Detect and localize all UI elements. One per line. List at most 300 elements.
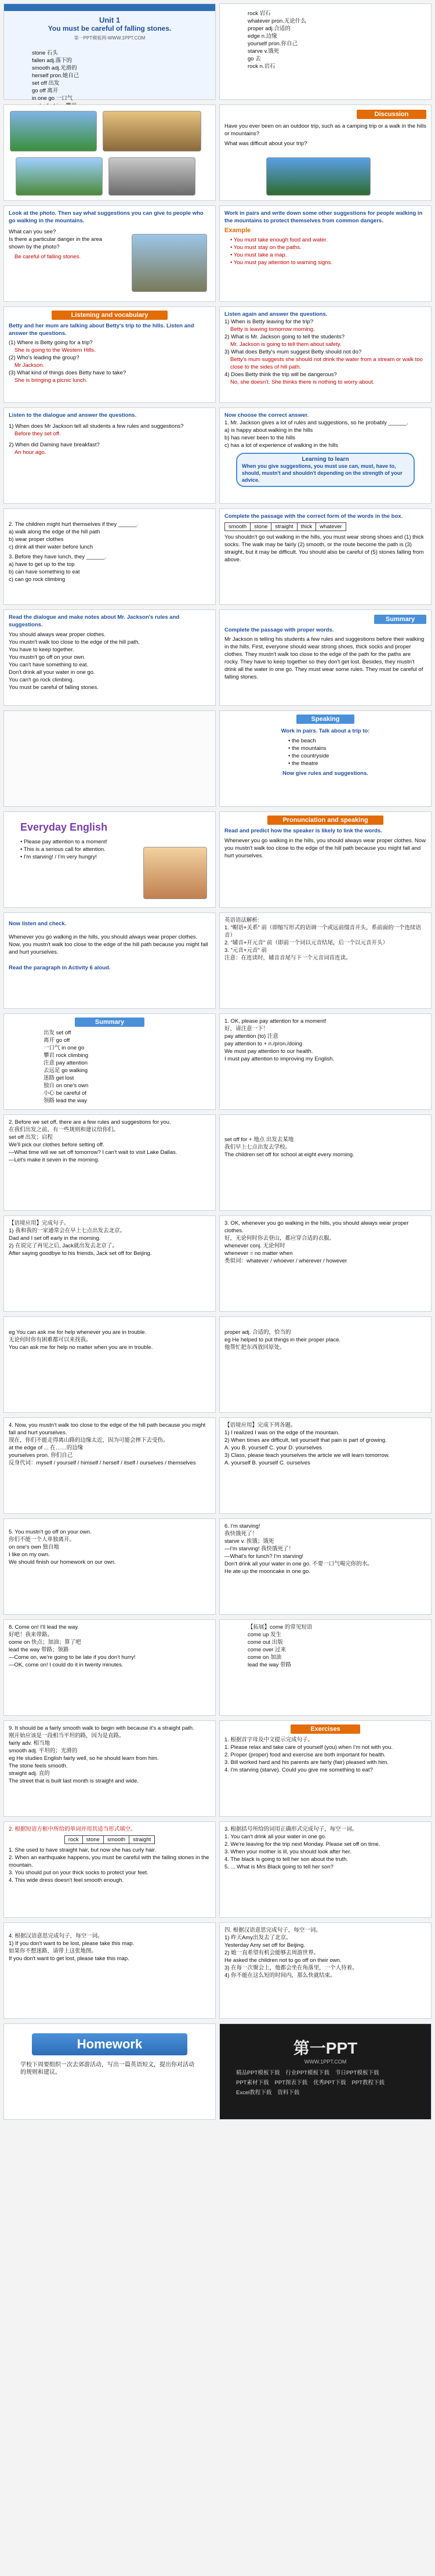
vocab-item: whatever pron.无论什么: [248, 18, 306, 24]
choose-intro: Now choose the correct answer.: [224, 412, 309, 418]
content-line: come on 快点；加油；算了吧: [9, 1639, 81, 1646]
slide-photos: [3, 104, 216, 201]
content-line: 1) 昨天Amy出发去了北京。: [224, 1935, 292, 1941]
content-line: 2. When an earthquake happens, you must be careful with the falling stones in the mountain.: [9, 1855, 209, 1868]
box-word: stone: [82, 1836, 103, 1844]
content-line: 2. Before we set off, there are a few rules and suggestions for you.: [9, 1119, 171, 1125]
smooth-list: [9, 1724, 211, 1785]
content-line: 1. She used to have straight hair, but now she has curly hair.: [9, 1847, 157, 1853]
look-intro: Look at the photo. Then say what suggestions you can give to people who go walking in the mountains.: [9, 210, 204, 224]
content-line: 1. Please relax and take care of yourself (you) when I'm not with you.: [224, 1744, 393, 1751]
slide-listening: [3, 306, 216, 403]
content-line: 4. 根据汉语意思完成句子，每空一词。: [9, 1933, 103, 1939]
note-item: You should always wear proper clothes.: [9, 632, 106, 638]
notes-intro: Read the dialogue and make notes about Mr. Jackson's rules and suggestions.: [9, 614, 180, 628]
row-17: [3, 1619, 432, 1716]
row-14: [3, 1316, 432, 1413]
slide-everyday-english: [3, 811, 216, 908]
listen-q2: (2) Who's leading the group?: [9, 355, 79, 361]
content-line: proper adj. 合适的，恰当的: [224, 1329, 291, 1336]
pron-bar: Pronunciation and speaking: [267, 816, 383, 825]
content-line: come over 过来: [248, 1647, 286, 1653]
content-line: eg You can ask me for help whenever you are in trouble.: [9, 1329, 147, 1336]
content-line: Don't drink all your water in one go. 不要一口气喝完你的水。: [224, 1561, 373, 1567]
content-line: 我们早上七点出发去学校。: [224, 1144, 291, 1150]
again-q1: 1) When is Betty leaving for the trip?: [224, 319, 314, 325]
box-word: straight: [129, 1836, 155, 1844]
slide-vocab: [219, 3, 432, 100]
comeon-list: [9, 1623, 211, 1669]
content-line: smooth adj. 平坦的；光滑的: [9, 1748, 78, 1754]
footer-link: 行业PPT模板下载: [285, 2070, 329, 2076]
suggestion-item: • You must take a map.: [230, 252, 287, 258]
slide-suggestions: [219, 205, 432, 302]
choose-opts: [224, 427, 426, 449]
content-line: —OK, come on! I could do it in twenty minutes.: [9, 1662, 124, 1668]
listening-intro: Betty and her mum are talking about Betty's trip to the hills. Listen and answer the questions.: [9, 323, 194, 337]
content-line: 1) I realized I was on the edge of the mountain.: [224, 1430, 340, 1436]
edge-list: [9, 1422, 211, 1467]
listen-a2: Mr Jackson.: [14, 362, 45, 369]
topic-item: • the beach: [288, 738, 316, 744]
slide-translation-1: [3, 1922, 216, 2019]
slide-listen-again: [219, 306, 432, 403]
slide-summary-passage: [219, 609, 432, 706]
option-item: b) has never been to the hills: [224, 435, 295, 441]
content-line: 1. 根据首字母及中文提示完成句子。: [224, 1737, 314, 1743]
content-line: whenever conj. 无论何时: [224, 1243, 285, 1249]
again-q2: 2) What is Mr. Jackson going to tell the students?: [224, 334, 345, 340]
note-line: 注意：在连读时，辅音音尾与下一个元音词首连读。: [224, 955, 351, 961]
option-item: c) can go rock climbing: [9, 576, 66, 583]
again-q3: 3) What does Betty's mum suggest Betty should not do?: [224, 349, 362, 355]
slide-linking-notes: [219, 912, 432, 1009]
listen-q3: (3) What kind of things does Betty have to take?: [9, 370, 126, 376]
kids-photo: [143, 847, 207, 899]
footer-link: PPT图表下载: [274, 2080, 307, 2086]
content-line: 现在，你们不能走得离山路的边缘太近，因为可能会摔下去受伤。: [9, 1437, 169, 1444]
option-item: b) can have something to eat: [9, 569, 80, 575]
discussion-bar: Discussion: [357, 110, 426, 119]
content-line: —Let's make it seven in the morning.: [9, 1157, 99, 1163]
content-line: 反身代词：myself / yourself / himself / herself / itself / ourselves / themselves: [9, 1460, 196, 1466]
content-line: 4. I'm starving (starve). Could you give me something to eat?: [224, 1767, 373, 1773]
content-line: 我快饿死了！: [224, 1531, 258, 1537]
context1-list: [9, 1220, 211, 1257]
note-item: You can't go rock climbing.: [9, 677, 74, 683]
footer-link: 节日PPT模板下载: [335, 2070, 379, 2076]
starving-list: [224, 1522, 426, 1575]
again-a1: Betty is leaving tomorrow morning.: [230, 326, 315, 333]
proper-list: [224, 1329, 426, 1351]
content-line: 无论何时你有困难都可以来找我。: [9, 1337, 92, 1343]
brand-label: 第一PPT模板网-WWW.1PPT.COM: [74, 35, 146, 41]
speaking-list: [224, 737, 426, 767]
box-word: whatever: [316, 523, 346, 531]
slide-starving: [219, 1518, 432, 1615]
again-a2: Mr. Jackson is going to tell them about safety.: [230, 341, 342, 348]
option-item: a) walk along the edge of the hill path: [9, 529, 100, 535]
listen-a1: She is going to the Western Hills.: [14, 347, 96, 353]
slide-pay-attention: [219, 1013, 432, 1110]
slide-translation-2: [219, 1922, 432, 2019]
listen-q1: (1) Where is Betty going for a trip?: [9, 340, 93, 346]
content-line: 3. 根据括号所给的词用正确形式完成句子，每空一词。: [224, 1826, 358, 1832]
content-line: 【语境应用】完成下列各题。: [224, 1422, 296, 1428]
slide-context-1: [3, 1215, 216, 1312]
content-line: We'll pick our clothes before setting off.: [9, 1142, 104, 1148]
content-line: You can ask me for help no matter when you are in trouble.: [9, 1344, 153, 1351]
content-line: 好，无论何时你去登山，都应穿合适的衣服。: [224, 1235, 335, 1242]
content-line: 他帮忙把东西放回原处。: [224, 1344, 285, 1351]
note-line: 1. "帽语+关系" 前（即缩写形式的语调一个或远前缀音开头，系前面的一个连续语音）: [224, 925, 421, 939]
footer-link: PPT教程下载: [351, 2080, 385, 2086]
note-item: Don't drink all your water in one go.: [9, 669, 95, 676]
row-20: [3, 1922, 432, 2019]
suggestion-item: • You must pay attention to warning signs.: [230, 259, 333, 266]
content-line: 2) 她一直希望有机会能够去周游世界。: [224, 1950, 320, 1956]
discussion-q2: What was difficult about your trip?: [224, 140, 307, 147]
expression-item: • This is a serious call for attention.: [20, 846, 106, 853]
content-line: 9. It should be a fairly smooth walk to begin with because it's a straight path.: [9, 1725, 194, 1731]
unit-label: Unit 1: [99, 16, 121, 24]
topic-item: • the countryside: [288, 753, 329, 759]
content-line: starve v. 挨饿；饿死: [224, 1538, 274, 1545]
row-2: [3, 104, 432, 201]
content-line: set off for + 地点 出发去某地: [224, 1137, 294, 1143]
topic-item: • the theatre: [288, 760, 318, 767]
check-intro: Now listen and check.: [9, 921, 67, 927]
word-box-2: [64, 1835, 155, 1844]
content-line: He asked the children not to go off on their own.: [224, 1957, 342, 1964]
slide-summary-2: [3, 710, 216, 807]
content-line: 2. Proper (proper) food and exercise are both important for health.: [224, 1752, 386, 1758]
slide-edge: [3, 1417, 216, 1514]
content-line: 好吧！我来带路。: [9, 1632, 53, 1638]
vocab-item: go off 离开: [32, 88, 59, 94]
slide-whenever-eg: [3, 1316, 216, 1413]
content-line: lead the way 带路；领路: [9, 1647, 69, 1653]
row-3: [3, 205, 432, 302]
content-line: 1. OK, please pay attention for a moment!: [224, 1018, 327, 1024]
content-line: fairly adv. 相当地: [9, 1740, 50, 1747]
footer-link: 资料下载: [277, 2090, 300, 2096]
summary-text: Mr Jackson is telling his students a few rules and suggestions before their walking in the hills. First, everyone should wear strong shoes, thick socks and proper clothes. They mustn't walk too close to the edge of the path for the paths are rocky. They have to keep together so they don't get lost. Besides, they mustn't drink all the water in one go. They must wear some rules. They must be careful of falling stones.: [224, 636, 425, 680]
brackets-list: [224, 1825, 426, 1871]
vocab-right: [224, 10, 426, 70]
option-item: a) is happy about walking in the hills: [224, 427, 313, 434]
content-line: yourselves pron. 你们自己: [9, 1452, 73, 1459]
content-line: 【语境应用】完成句子。: [9, 1220, 70, 1226]
slide-brackets: [219, 1821, 432, 1918]
notes-list: [9, 631, 211, 691]
learning-tip: [236, 453, 415, 487]
topic-item: • the mountains: [288, 745, 327, 752]
slide-complete-box: [219, 508, 432, 605]
phrase-item: 一口气 in one go: [44, 1045, 85, 1051]
context2-list: [224, 1422, 426, 1467]
discussion-q1: Have you ever been on an outdoor trip, such as a camping trip or a walk in the hills or mountains?: [224, 123, 426, 137]
vocab-item: edge n.边缘: [248, 33, 277, 39]
footer-link: Excel教程下载: [236, 2090, 272, 2096]
content-line: eg He helped to put things in their proper place.: [224, 1337, 341, 1343]
slide-title: [3, 3, 216, 100]
vocab-item: in one go 一口气: [32, 95, 73, 102]
option-item: a) have to get up to the top: [9, 561, 75, 568]
content-line: 1) 我和我的一家通常会在早上七点出发去北京。: [9, 1228, 126, 1234]
row-10: [3, 912, 432, 1009]
content-line: whenever = no matter when: [224, 1250, 293, 1257]
setofffor-list: [224, 1136, 426, 1159]
look-answer: Be careful of falling stones.: [14, 254, 81, 260]
suggest-intro: Work in pairs and write down some other suggestions for people walking in the mountains to protect themselves from common dangers.: [224, 210, 423, 224]
note-line: 英语语法解析:: [224, 917, 259, 923]
summary-bar: Summary: [374, 615, 426, 624]
content-line: 8. Come on! I'll lead the way.: [9, 1624, 79, 1630]
vocab-item: herself pron.她自己: [32, 73, 79, 79]
summary-phrases-bar: Summary: [75, 1018, 144, 1027]
speaking-bar: Speaking: [296, 715, 354, 724]
pron-intro: Read and predict how the speaker is likely to link the words.: [224, 828, 382, 834]
wordbox-intro: 2. 根据短语方框中所给的单词并用其适当形式填空。: [9, 1826, 136, 1832]
slide-discussion: [219, 104, 432, 201]
note-line: 3. "元音+元音" 前: [224, 947, 267, 954]
slide-word-box: [3, 1821, 216, 1918]
vocab-item: set off 出发: [32, 80, 60, 86]
exercises-bar: Exercises: [291, 1724, 360, 1734]
content-line: come out 出版: [248, 1639, 283, 1646]
rocks-photo: [108, 157, 195, 196]
content-line: 4. This wide dress doesn't feel smooth enough.: [9, 1877, 124, 1884]
box-word: smooth: [103, 1836, 129, 1844]
slide-look-photo: [3, 205, 216, 302]
translation1-list: [9, 1932, 211, 1962]
row-21: [3, 2023, 432, 2120]
vocab-left: [32, 49, 79, 110]
look-q1: What can you see?: [9, 229, 56, 235]
row-6: [3, 508, 432, 605]
exercises-list: [224, 1736, 426, 1774]
hiking-photo: [103, 111, 201, 151]
box-word: thick: [297, 523, 316, 531]
note-item: You have to keep together.: [9, 647, 74, 653]
slide-pronunciation: [219, 811, 432, 908]
slide-proper: [219, 1316, 432, 1413]
content-line: He ate up the mooncake in one go.: [224, 1568, 310, 1575]
content-line: 4) 你不能在这么短的时间内，那么快就结束。: [224, 1972, 336, 1979]
row-13: [3, 1215, 432, 1312]
row-1: [3, 3, 432, 100]
content-line: on one's own 独自地: [9, 1544, 59, 1550]
whenever-list: [224, 1220, 426, 1265]
phrase-item: 攀岩 rock climbing: [44, 1052, 89, 1059]
phrase-list: [9, 1029, 211, 1105]
example-label: Example: [224, 227, 251, 234]
come-phrases-list: [224, 1623, 426, 1669]
translation2-list: [224, 1926, 426, 1979]
slide-brand-footer: [219, 2023, 432, 2120]
option-item: c) drink all their water before lunch: [9, 544, 93, 550]
check-text: Whenever you go walking in the hills, you should always wear proper clothes. Now, you mustn't walk too close to the edge of the hill path because you might fall and hurt yourselves.: [9, 934, 208, 955]
row-16: [3, 1518, 432, 1615]
slide-homework: [3, 2023, 216, 2120]
footer-sub: WWW.1PPT.COM: [304, 2059, 347, 2065]
content-line: 6. I'm starving!: [224, 1523, 260, 1529]
summary-intro: Complete the passage with proper words.: [224, 627, 334, 633]
content-line: pay attention to + n./pron./doing: [224, 1041, 302, 1047]
note-line: 2. "辅音+开元音" 前（即前一个词以元音结尾，后一个以元音开头）: [224, 940, 388, 946]
camping-photo: [10, 111, 97, 151]
option-item: c) has a lot of experience of walking in the hills: [224, 442, 338, 449]
again-a3: Betty's mum suggests she should not drink the water from a stream or walk too close to the sides of hill path.: [230, 356, 423, 370]
complete-intro: Complete the passage with the correct form of the words in the box.: [224, 513, 403, 519]
slide-set-off: [3, 1114, 216, 1211]
content-line: We must pay attention to our health.: [224, 1048, 313, 1055]
dialogue-a2: An hour ago.: [14, 449, 46, 456]
vocab-item: smooth adj.光滑的: [32, 65, 77, 71]
choose-q2-opts: [9, 528, 211, 551]
footer-brand: 第一PPT: [293, 2039, 358, 2057]
footer-link: 优秀PPT下载: [313, 2080, 346, 2086]
row-7: [3, 609, 432, 706]
tip-text: When you give suggestions, you must use can, must, have to, should, mustn't and shouldn't depending on the strength of your advice.: [242, 463, 403, 483]
content-line: I must pay attention to improving my English.: [224, 1056, 335, 1062]
content-line: We should finish our homework on our own.: [9, 1559, 116, 1565]
slide-choose-2: [3, 508, 216, 605]
content-line: 好，请注意一下！: [224, 1026, 269, 1032]
content-line: come on 加油: [248, 1654, 282, 1661]
slide-notes: [3, 609, 216, 706]
phrase-item: 领路 lead the way: [44, 1098, 87, 1104]
slide-listen-check: [3, 912, 216, 1009]
note-item: You can't have something to eat.: [9, 662, 89, 668]
slide-whenever: [219, 1215, 432, 1312]
wordbox-list: [9, 1846, 211, 1884]
phrase-item: 独自 on one's own: [44, 1083, 89, 1089]
content-line: 1) If you don't want to be lost, please take this map.: [9, 1940, 135, 1947]
suggestion-item: • You must take enough food and water.: [230, 237, 328, 243]
content-line: —I'm starving! 我快饿死了！: [224, 1546, 295, 1552]
note-item: You must be careful of falling stones.: [9, 684, 99, 691]
content-line: A. you B. yourself C. your D. yourselves: [224, 1445, 322, 1451]
content-line: 5. You mustn't go off on your own.: [9, 1529, 92, 1535]
suggestion-item: • You must stay on the paths.: [230, 244, 302, 251]
box-word: smooth: [225, 523, 251, 531]
linking-list: [224, 917, 426, 962]
again-a4: No, she doesn't. She thinks there is nothing to worry about.: [230, 379, 375, 385]
content-line: set off 出发；启程: [9, 1134, 53, 1141]
phrase-item: 迷路 get lost: [44, 1075, 74, 1081]
again-q4: 4) Does Betty think the trip will be dangerous?: [224, 371, 337, 378]
row-11: [3, 1013, 432, 1110]
choose-q2: 2. The children might hurt themselves if they ______.: [9, 521, 139, 528]
vocab-item: proper adj.合适的: [248, 26, 291, 32]
row-18: [3, 1720, 432, 1817]
vocab-item: stone 石头: [32, 50, 58, 56]
row-5: [3, 407, 432, 504]
content-line: Dad and I set off early in the morning.: [9, 1235, 101, 1242]
speaking-intro: Work in pairs. Talk about a trip to:: [281, 728, 370, 734]
content-line: at the edge of ... 在……的边缘: [9, 1445, 84, 1451]
dialogue-q1: 1) When does Mr Jackson tell all students a few rules and suggestions?: [9, 423, 184, 430]
content-line: The street that is built last month is straight and wide.: [9, 1778, 139, 1784]
content-line: 2) When times are difficult, tell yourself that pain is part of growing.: [224, 1437, 387, 1444]
content-line: eg He studies English fairly well, so he should learn from him.: [9, 1755, 159, 1762]
content-line: Yesterday Amy set off for Beijing.: [224, 1942, 305, 1949]
homework-text: 学校下周要组织一次去郊游活动，写出一篇英语短文，提出你对活动的规则和建议。: [20, 2062, 194, 2076]
tip-title: Learning to learn: [302, 456, 349, 463]
complete-text: You shouldn't go out walking in the hills, you must wear strong shoes and (1) thick socks. The walk may be fairly (2) smooth, or the route become the path is (3) straight, but it may be difficult. You should also be careful of (5) stones falling from above.: [224, 534, 424, 563]
content-line: —What's for lunch? I'm starving!: [224, 1553, 304, 1560]
content-line: straight adj. 直的: [9, 1770, 50, 1777]
content-line: 你们不能一个人单独离开。: [9, 1536, 75, 1543]
slide-dialogue-q: [3, 407, 216, 504]
dialogue-intro: Listen to the dialogue and answer the questions.: [9, 412, 137, 418]
note-item: You mustn't walk too close to the edge of the hill path.: [9, 639, 140, 645]
dialogue-q2: 2) When did Daming have breakfast?: [9, 442, 100, 448]
choose-q3: 3. Before they have lunch, they ______.: [9, 554, 106, 560]
again-intro: Listen again and answer the questions.: [224, 311, 328, 318]
option-item: b) wear proper clothes: [9, 536, 64, 543]
phrase-item: 去远足 go walking: [44, 1067, 88, 1074]
everyday-title: Everyday English: [20, 821, 108, 833]
content-line: 3. You should put on your thick socks to protect your feet.: [9, 1870, 148, 1876]
content-line: After saying goodbye to his friends, Jack set off for Beijing.: [9, 1250, 152, 1257]
row-9: [3, 811, 432, 908]
choose-q3-opts: [9, 561, 211, 583]
content-line: 4. Now, you mustn't walk too close to the edge of the hill path because you might fall and hurt yourselves.: [9, 1422, 206, 1436]
vocab-item: go 去: [248, 56, 261, 62]
vocab-item: starve v.饿死: [248, 48, 280, 55]
word-box: [224, 522, 346, 531]
box-word: rock: [64, 1836, 82, 1844]
expression-item: • Please pay attention to a moment!: [20, 839, 108, 845]
content-line: 如果你不想迷路，请带上这张地图。: [9, 1948, 97, 1954]
lesson-title: You must be careful of falling stones.: [48, 24, 172, 33]
box-word: straight: [271, 523, 297, 531]
tent-photo: [266, 157, 371, 196]
slide-exercises: [219, 1720, 432, 1817]
vocab-panel: [9, 49, 211, 110]
onown-list: [9, 1528, 211, 1566]
slide-speaking: [219, 710, 432, 807]
content-line: 5. ... What is Mrs Black going to tell her son?: [224, 1864, 334, 1870]
check-outro: Read the paragraph in Activity 6 aloud.: [9, 965, 111, 971]
vocab-item: yourself pron.你自己: [248, 41, 298, 47]
footer-link: PPT素材下载: [236, 2080, 269, 2086]
dialogue-a1: Before they set off.: [14, 431, 61, 437]
slide-come-phrases: [219, 1619, 432, 1716]
phrase-item: 出发 set off: [44, 1030, 71, 1036]
content-line: 2) 在说完了再见之后, Jack就出发去北京了。: [9, 1243, 118, 1249]
pron-text: Whenever you go walking in the hills, you should always wear proper clothes. Now you mustn't walk too close to the edge of the hill path because you might fall and hurt yourselves.: [224, 838, 426, 859]
mountain-path-photo: [132, 234, 207, 292]
row-8: [3, 710, 432, 807]
vocab-item: rock 岩石: [248, 10, 271, 17]
content-line: The stone feels smooth.: [9, 1763, 68, 1769]
row-4: [3, 306, 432, 403]
vocab-item: rock n.岩石: [248, 63, 276, 70]
slide-context-2: [219, 1417, 432, 1514]
content-line: 3. Bill worked hard and his parents are fairly (fair) pleased with him.: [224, 1759, 389, 1766]
content-line: 3. OK, whenever you go walking in the hills, you should always wear proper clothes.: [224, 1220, 409, 1234]
content-line: 刚开始应该是一段相当平坦的路，因为是直路。: [9, 1733, 125, 1739]
attention-list: [224, 1018, 426, 1063]
content-line: I like on my own.: [9, 1552, 50, 1558]
content-line: pay attention (to) 注意: [224, 1033, 278, 1040]
content-line: 在我们出发之前，有一些规则和建议给你们。: [9, 1127, 119, 1133]
content-line: A. yourself B. yourself C. ourselves: [224, 1460, 310, 1466]
